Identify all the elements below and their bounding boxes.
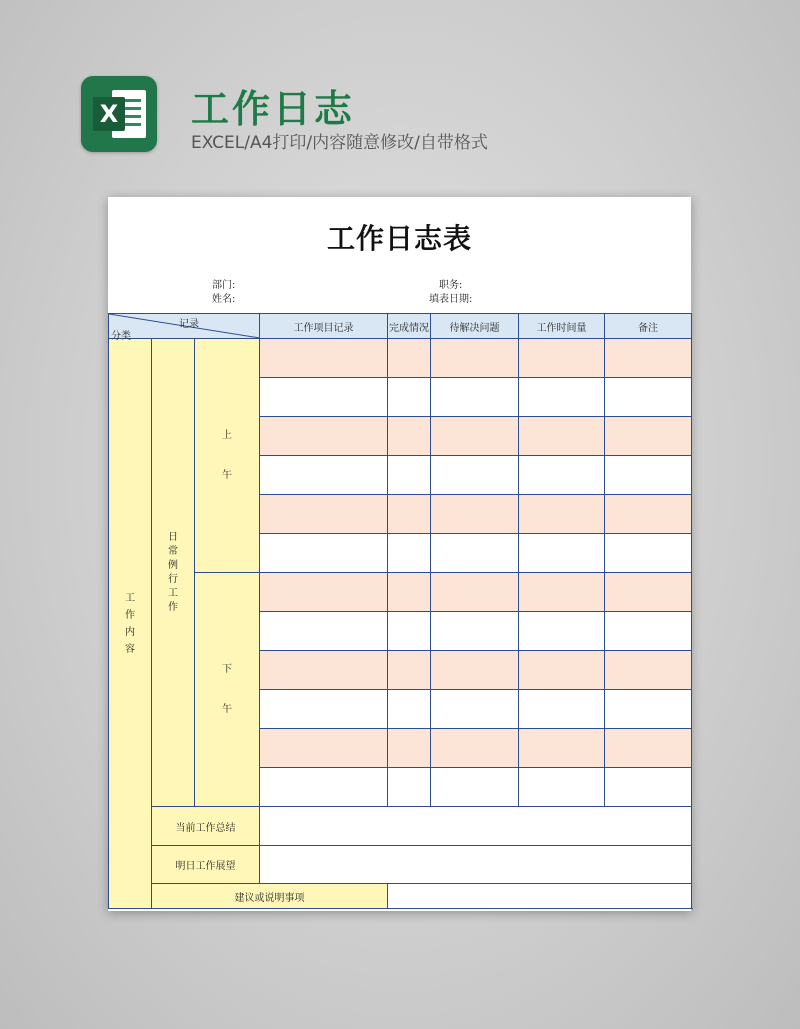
- column-header-notes: 备注: [605, 314, 692, 339]
- table-cell: [388, 690, 431, 729]
- table-cell: [519, 417, 605, 456]
- table-cell: [388, 729, 431, 768]
- table-cell: [431, 690, 519, 729]
- table-cell: [260, 573, 388, 612]
- table-cell: [519, 690, 605, 729]
- document-preview: [108, 197, 691, 911]
- table-cell: [260, 729, 388, 768]
- table-cell: [519, 573, 605, 612]
- excel-app-icon: [81, 76, 157, 152]
- date-label: 填表日期:: [429, 294, 473, 305]
- table-cell: [519, 729, 605, 768]
- table-cell: [431, 768, 519, 807]
- summary-cell: [260, 807, 692, 846]
- corner-record-label: 记录: [179, 319, 199, 330]
- table-cell: [260, 612, 388, 651]
- page-subtitle: EXCEL/A4打印/内容随意修改/自带格式: [191, 133, 488, 153]
- corner-category-label: 分类: [111, 331, 131, 342]
- table-cell: [388, 456, 431, 495]
- table-cell: [605, 612, 692, 651]
- table-cell: [605, 534, 692, 573]
- table-cell: [605, 417, 692, 456]
- table-cell: [519, 768, 605, 807]
- suggestion-row: [109, 884, 692, 909]
- header-row: [109, 314, 692, 339]
- column-header-status: 完成情况: [388, 314, 431, 339]
- table-cell: [431, 729, 519, 768]
- category-afternoon: [195, 573, 260, 807]
- suggestion-cell: [388, 884, 692, 909]
- table-cell: [260, 495, 388, 534]
- category-routine-work-label: 日常例行工作: [168, 531, 178, 613]
- table-cell: [260, 651, 388, 690]
- table-cell: [605, 651, 692, 690]
- table-row: [109, 573, 692, 612]
- department-label: 部门:: [212, 280, 236, 291]
- table-cell: [431, 417, 519, 456]
- suggestion-label: 建议或说明事项: [152, 884, 388, 909]
- table-cell: [388, 768, 431, 807]
- column-header-hours: 工作时间量: [519, 314, 605, 339]
- table-cell: [388, 339, 431, 378]
- table-cell: [388, 417, 431, 456]
- table-cell: [388, 651, 431, 690]
- category-morning: [195, 339, 260, 573]
- table-cell: [388, 495, 431, 534]
- document-title: 工作日志表: [326, 222, 472, 255]
- table-cell: [605, 729, 692, 768]
- table-cell: [519, 651, 605, 690]
- table-cell: [605, 456, 692, 495]
- table-cell: [431, 339, 519, 378]
- table-cell: [605, 495, 692, 534]
- table-cell: [431, 651, 519, 690]
- table-cell: [388, 612, 431, 651]
- table-cell: [519, 456, 605, 495]
- table-cell: [431, 456, 519, 495]
- table-cell: [260, 378, 388, 417]
- name-label: 姓名:: [212, 294, 236, 305]
- table-cell: [260, 456, 388, 495]
- table-cell: [260, 339, 388, 378]
- table-cell: [519, 534, 605, 573]
- outlook-label: 明日工作展望: [152, 846, 260, 884]
- table-cell: [431, 495, 519, 534]
- category-routine-work: [152, 339, 195, 807]
- work-log-table: [108, 313, 692, 909]
- excel-x-badge: X: [93, 97, 125, 131]
- table-cell: [519, 339, 605, 378]
- table-cell: [388, 378, 431, 417]
- table-cell: [431, 612, 519, 651]
- column-header-item: 工作项目记录: [260, 314, 388, 339]
- table-cell: [260, 534, 388, 573]
- table-cell: [431, 534, 519, 573]
- position-label: 职务:: [439, 280, 463, 291]
- table-cell: [605, 378, 692, 417]
- table-cell: [388, 534, 431, 573]
- table-cell: [605, 573, 692, 612]
- category-work-content: [109, 339, 152, 909]
- corner-header-cell: [109, 314, 260, 342]
- table-cell: [260, 690, 388, 729]
- table-cell: [260, 417, 388, 456]
- table-cell: [605, 339, 692, 378]
- table-cell: [519, 612, 605, 651]
- table-cell: [431, 378, 519, 417]
- table-cell: [519, 495, 605, 534]
- column-header-issues: 待解决问题: [431, 314, 519, 339]
- summary-row: [109, 807, 692, 846]
- table-cell: [388, 573, 431, 612]
- table-row: [109, 339, 692, 378]
- table-cell: [260, 768, 388, 807]
- category-afternoon-label: 下午: [222, 663, 232, 715]
- category-morning-label: 上午: [222, 429, 232, 481]
- summary-label: 当前工作总结: [152, 807, 260, 846]
- table-cell: [605, 690, 692, 729]
- table-cell: [519, 378, 605, 417]
- page-title: 工作日志: [191, 87, 356, 131]
- outlook-cell: [260, 846, 692, 884]
- table-cell: [605, 768, 692, 807]
- category-work-content-label: 工作内容: [125, 592, 135, 655]
- outlook-row: [109, 846, 692, 884]
- table-cell: [431, 573, 519, 612]
